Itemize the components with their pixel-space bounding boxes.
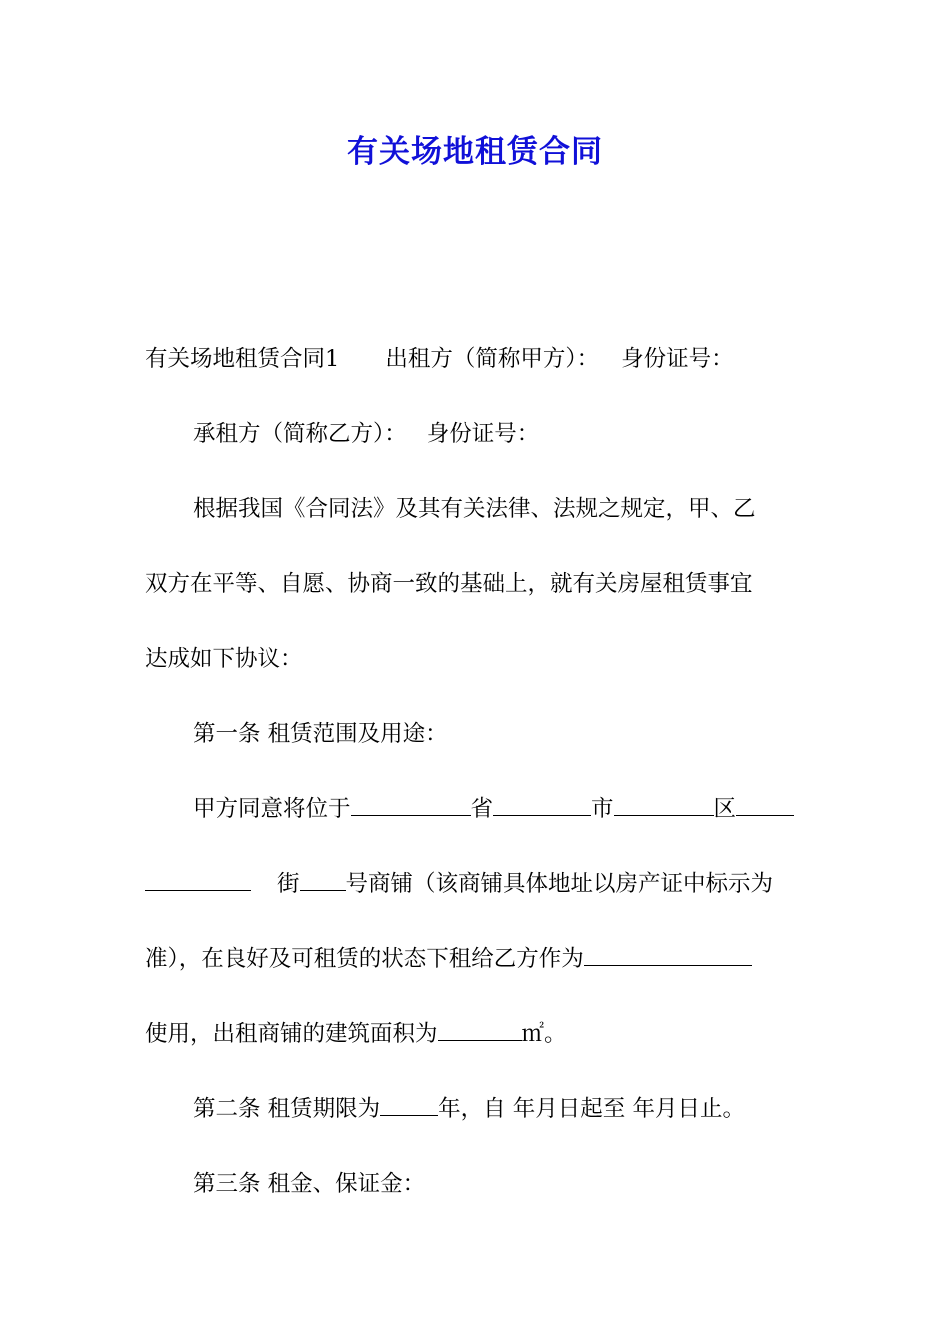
contract-heading: 有关场地租赁合同1 — [145, 346, 340, 372]
term-dates: 年，自 年月日起至 年月日止。 — [438, 1096, 745, 1122]
paragraph-line — [145, 864, 810, 904]
province-label: 省 — [470, 796, 494, 822]
lessee-label: 承租方（简称乙方）： — [193, 421, 407, 447]
city-label: 市 — [591, 796, 614, 822]
paragraph-line — [145, 1014, 810, 1054]
paragraph-line: 根据我国《合同法》及其有关法律、法规之规定，甲、乙 — [193, 496, 756, 522]
district-blank — [614, 797, 714, 816]
province-blank — [351, 797, 471, 816]
article-3-heading: 第三条 租金、保证金： — [193, 1171, 426, 1197]
years-blank — [380, 1097, 438, 1116]
article-1-heading: 第一条 租赁范围及用途： — [193, 721, 448, 747]
street-blank — [736, 797, 794, 816]
area-text: 使用，出租商铺的建筑面积为 — [145, 1021, 438, 1047]
lessor-label: 出租方（简称甲方）： — [385, 346, 600, 372]
number-blank — [300, 872, 346, 891]
party-b-line — [193, 414, 858, 454]
lessee-id-label: 身份证号： — [426, 421, 540, 447]
document-title: 有关场地租赁合同 — [347, 134, 603, 170]
term-text: 第二条 租赁期限为 — [193, 1096, 381, 1122]
article-2-line — [193, 1089, 858, 1129]
street-blank-continued — [145, 872, 251, 891]
shop-text: 号商铺（该商铺具体地址以房产证中标示为 — [345, 871, 774, 897]
paragraph-line: 达成如下协议： — [145, 646, 303, 672]
city-blank — [493, 797, 591, 816]
district-label: 区 — [713, 796, 737, 822]
purpose-text: 准），在良好及可租赁的状态下租给乙方作为 — [145, 946, 584, 972]
location-text: 甲方同意将位于 — [193, 796, 351, 822]
area-blank — [438, 1022, 522, 1041]
paragraph-line: 双方在平等、自愿、协商一致的基础上，就有关房屋租赁事宜 — [145, 571, 753, 597]
paragraph-line — [145, 939, 810, 979]
paragraph-line — [193, 789, 858, 829]
street-label: 街 — [277, 871, 300, 897]
lessor-id-label: 身份证号： — [621, 346, 734, 372]
party-a-line — [145, 339, 810, 379]
purpose-blank — [584, 947, 752, 966]
area-unit: ㎡。 — [521, 1021, 567, 1047]
